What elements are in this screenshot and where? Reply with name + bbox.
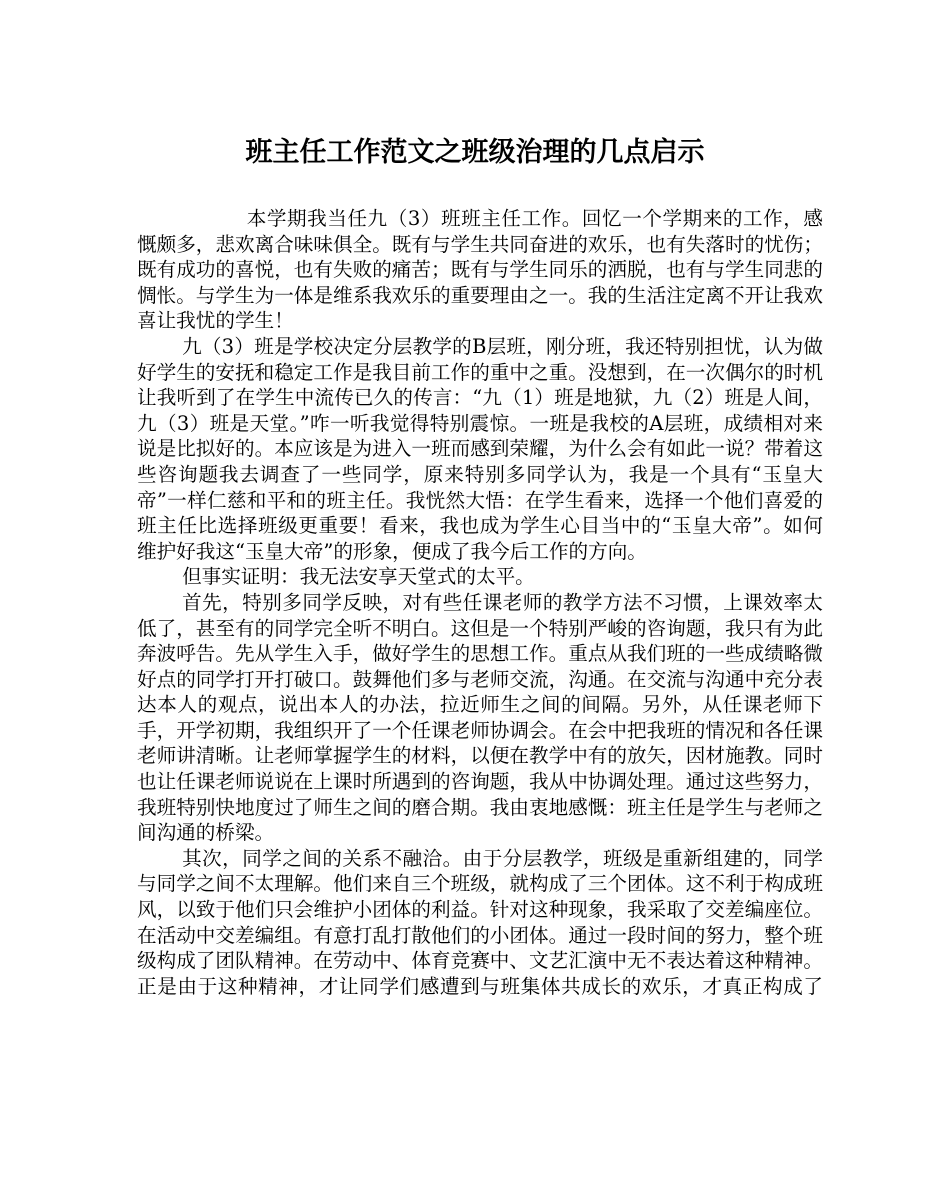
paragraph-second-point: 其次，同学之间的关系不融洽。由于分层教学，班级是重新组建的，同学与同学之间不太理解。他们来自三个班级，就构成了三个团体。这不利于构成班风，以致于他们只会维护小团体的利益。针对这种现象，我采取了交差编座位。在活动中交差编组。有意打乱打散他们的小团体。通过一段时间的努力，整个班级构成了团队精神。在劳动中、体育竞赛中、文艺汇演中无不表达着这种精神。正是由于这种精神，才让同学们感遭到与班集体共成长的欢乐，才真正构成了: [137, 846, 823, 998]
document-title: 班主任工作范文之班级治理的几点启示: [245, 137, 705, 168]
document-body: [137, 206, 823, 999]
paragraph-transition: 但事实证明：我无法安享天堂式的太平。: [182, 565, 535, 589]
paragraph-intro: 本学期我当任九（3）班班主任工作。回忆一个学期来的工作，感慨颇多，悲欢离合味味俱全。既有与学生共同奋进的欢乐，也有失落时的忧伤；既有成功的喜悦，也有失败的痛苦；既有与学生同乐的洒脱，也有与学生同悲的惆怅。与学生为一体是维系我欢乐的重要理由之一。我的生活注定离不开让我欢喜让我忧的学生！: [137, 207, 823, 333]
paragraph-first-point: 首先，特别多同学反映，对有些任课老师的教学方法不习惯，上课效率太低了，甚至有的同学完全听不明白。这但是一个特别严峻的咨询题，我只有为此奔波呼告。先从学生入手，做好学生的思想工作。重点从我们班的一些成绩略微好点的同学打开打破口。鼓舞他们多与老师交流，沟通。在交流与沟通中充分表达本人的观点，说出本人的办法，拉近师生之间的间隔。另外，从任课老师下手，开学初期，我组织开了一个任课老师协调会。在会中把我班的情况和各任课老师讲清晰。让老师掌握学生的材料，以便在教学中有的放矢，因材施教。同时也让任课老师说说在上课时所遇到的咨询题，我从中协调处理。通过这些努力，我班特别快地度过了师生之间的磨合期。我由衷地感慨：班主任是学生与老师之间沟通的桥梁。: [137, 590, 823, 845]
paragraph-class-background: 九（3）班是学校决定分层教学的B层班，刚分班，我还特别担忧，认为做好学生的安抚和稳定工作是我目前工作的重中之重。没想到，在一次偶尔的时机让我听到了在学生中流传已久的传言：“九（1）班是地狱，九（2）班是人间，九（3）班是天堂。”咋一听我觉得特别震惊。一班是我校的A层班，成绩相对来说是比拟好的。本应该是为进入一班而感到荣耀，为什么会有如此一说？带着这些咨询题我去调查了一些同学，原来特别多同学认为，我是一个具有“玉皇大帝”一样仁慈和平和的班主任。我恍然大悟：在学生看来，选择一个他们喜爱的班主任比选择班级更重要！看来，我也成为学生心目当中的“玉皇大帝”。如何维护好我这“玉皇大帝”的形象，便成了我今后工作的方向。: [137, 334, 823, 563]
